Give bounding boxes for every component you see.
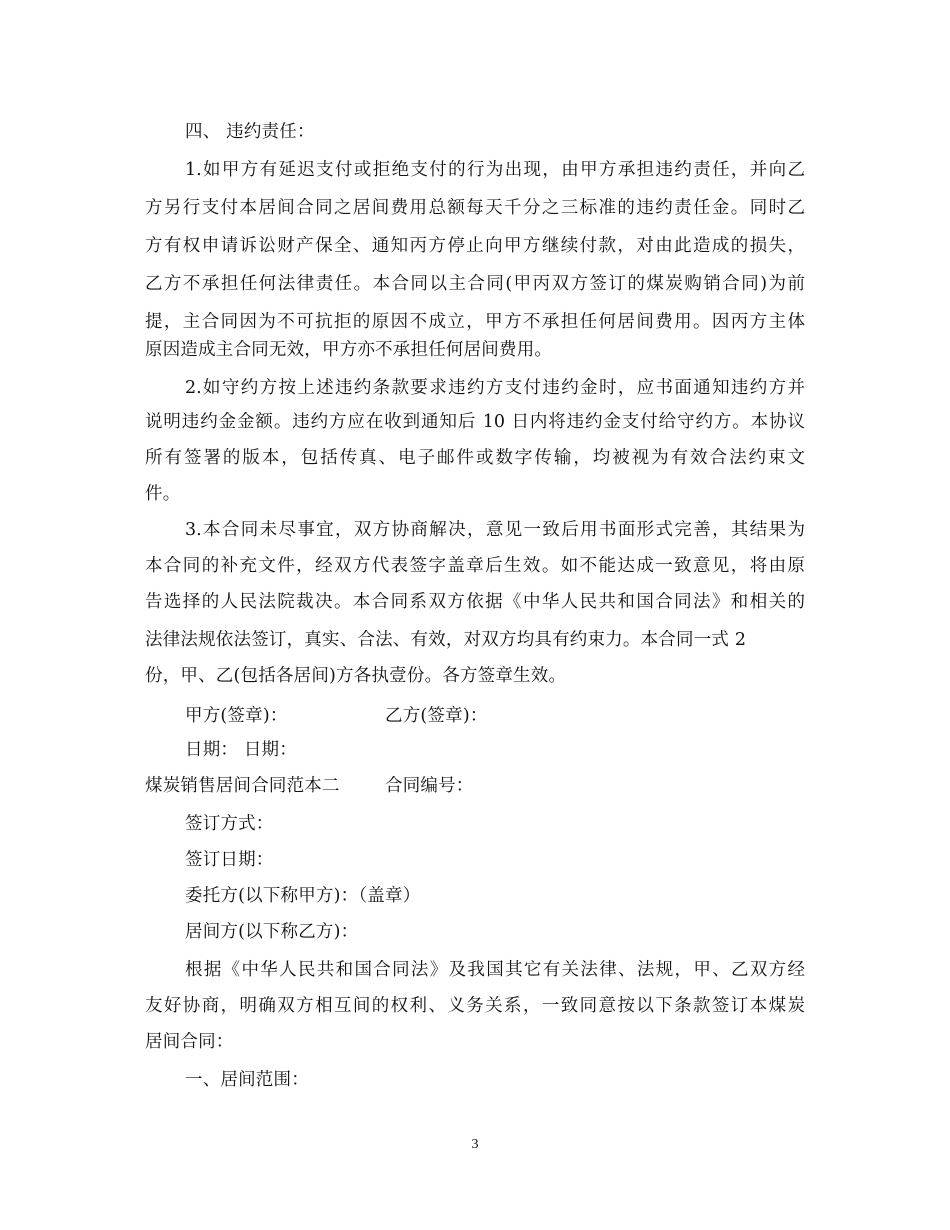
intermediary-party: 居间方(以下称乙方)： <box>185 922 359 942</box>
clause-2-line-1: 2.如守约方按上述违约条款要求违约方支付违约金时，应书面通知违约方并 <box>185 378 805 398</box>
clause-1-line-1: 1.如甲方有延迟支付或拒绝支付的行为出现，由甲方承担违约责任，并向乙 <box>185 160 805 180</box>
clause-1-line-3: 方有权申请诉讼财产保全、通知丙方停止向甲方继续付款，对由此造成的损失， <box>145 236 805 256</box>
template-title: 煤炭销售居间合同范本二 <box>145 776 340 796</box>
clause-1-line-5: 提，主合同因为不可抗拒的原因不成立，甲方不承担任何居间费用。因丙方主体 <box>145 312 805 332</box>
clause-2-line-4: 件。 <box>145 484 181 504</box>
preamble-line-1: 根据《中华人民共和国合同法》及我国其它有关法律、法规，甲、乙双方经 <box>185 960 805 980</box>
date-line: 日期： 日期： <box>185 740 297 760</box>
clause-1-line-4: 乙方不承担任何法律责任。本合同以主合同(甲丙双方签订的煤炭购销合同)为前 <box>145 274 805 294</box>
clause-2-line-3: 所有签署的版本，包括传真、电子邮件或数字传输，均被视为有效合法约束文 <box>145 448 805 468</box>
clause-1-line-6: 原因造成主合同无效，甲方亦不承担任何居间费用。 <box>145 340 553 360</box>
clause-3-line-3: 告选择的人民法院裁决。本合同系双方依据《中华人民共和国合同法》和相关的 <box>145 592 805 612</box>
clause-3-line-1: 3.本合同未尽事宜，双方协商解决，意见一致后用书面形式完善，其结果为 <box>185 520 805 540</box>
signature-party-a: 甲方(签章)： <box>185 706 288 726</box>
preamble-line-2: 友好协商，明确双方相互间的权利、义务关系，一致同意按以下条款签订本煤炭 <box>145 996 805 1016</box>
section-one-heading: 一、居间范围： <box>185 1070 309 1090</box>
clause-1-line-2: 方另行支付本居间合同之居间费用总额每天千分之三标准的违约责任金。同时乙 <box>145 198 805 218</box>
clause-3-line-2: 本合同的补充文件，经双方代表签字盖章后生效。如不能达成一致意见，将由原 <box>145 556 805 576</box>
page-number: 3 <box>471 1137 479 1152</box>
principal-party: 委托方(以下称甲方)：（盖章） <box>185 886 421 906</box>
clause-3-line-4: 法律法规依法签订，真实、合法、有效，对双方均具有约束力。本合同一式 2 <box>145 630 747 650</box>
clause-2-line-2: 说明违约金金额。违约方应在收到通知后 10 日内将违约金支付给守约方。本协议 <box>145 412 805 432</box>
signing-method: 签订方式： <box>185 814 274 834</box>
signature-party-b: 乙方(签章)： <box>385 706 488 726</box>
contract-number-label: 合同编号： <box>385 776 474 796</box>
section-four-heading: 四、 违约责任： <box>185 122 315 142</box>
signing-date: 签订日期： <box>185 850 274 870</box>
preamble-line-3: 居间合同： <box>145 1032 234 1052</box>
clause-3-line-5: 份，甲、乙(包括各居间)方各执壹份。各方签章生效。 <box>145 666 567 686</box>
